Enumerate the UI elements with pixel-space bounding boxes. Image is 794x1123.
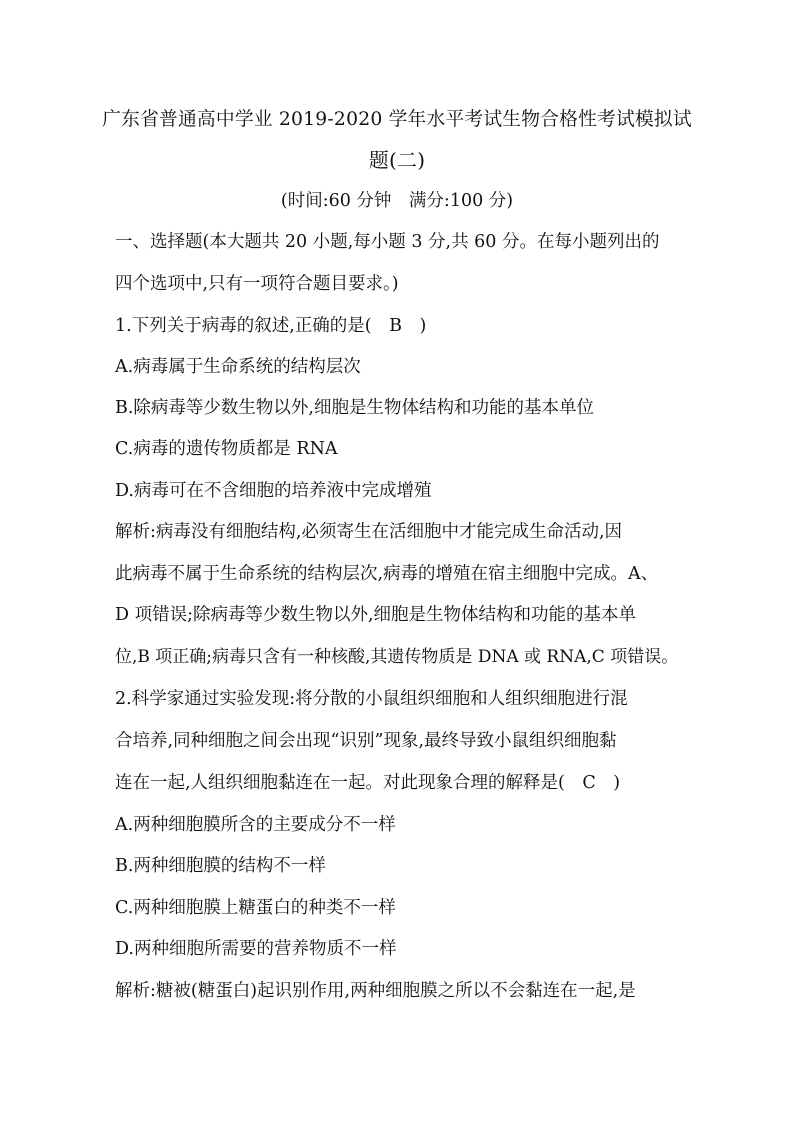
section-instructions-line-1: 一、选择题(本大题共 20 小题,每小题 3 分,共 60 分。在每小题列出的	[115, 232, 660, 252]
q1-option-d: D.病毒可在不含细胞的培养液中完成增殖	[115, 481, 432, 501]
q1-stem: 1.下列关于病毒的叙述,正确的是( B )	[115, 316, 427, 336]
q1-analysis-line-3: D 项错误;除病毒等少数生物以外,细胞是生物体结构和功能的基本单	[115, 605, 637, 625]
q1-option-a: A.病毒属于生命系统的结构层次	[115, 357, 361, 377]
q1-option-b: B.除病毒等少数生物以外,细胞是生物体结构和功能的基本单位	[115, 398, 594, 418]
q2-option-b: B.两种细胞膜的结构不一样	[115, 856, 326, 876]
exam-meta: (时间:60 分钟 满分:100 分)	[280, 191, 514, 211]
q2-option-d: D.两种细胞所需要的营养物质不一样	[115, 939, 397, 959]
q1-analysis-line-1: 解析:病毒没有细胞结构,必须寄生在活细胞中才能完成生命活动,因	[115, 522, 623, 542]
doc-title-line-1: 广东省普通高中学业 2019-2020 学年水平考试生物合格性考试模拟试	[102, 109, 692, 130]
q2-analysis-line-1: 解析:糖被(糖蛋白)起识别作用,两种细胞膜之所以不会黏连在一起,是	[115, 981, 636, 1001]
doc-title-line-2: 题(二)	[368, 148, 426, 172]
q2-option-c: C.两种细胞膜上糖蛋白的种类不一样	[115, 898, 396, 918]
q2-stem-line-2: 合培养,同种细胞之间会出现“识别”现象,最终导致小鼠组织细胞黏	[115, 731, 617, 751]
q1-analysis-line-2: 此病毒不属于生命系统的结构层次,病毒的增殖在宿主细胞中完成。A、	[115, 564, 659, 584]
q1-analysis-line-4: 位,B 项正确;病毒只含有一种核酸,其遗传物质是 DNA 或 RNA,C 项错误。	[115, 647, 679, 667]
q2-option-a: A.两种细胞膜所含的主要成分不一样	[115, 815, 396, 835]
q2-stem-line-3: 连在一起,人组织细胞黏连在一起。对此现象合理的解释是( C )	[115, 773, 621, 793]
q2-stem-line-1: 2.科学家通过实验发现:将分散的小鼠组织细胞和人组织细胞进行混	[115, 689, 628, 709]
q1-option-c: C.病毒的遗传物质都是 RNA	[115, 439, 338, 459]
section-instructions-line-2: 四个选项中,只有一项符合题目要求。)	[115, 274, 399, 294]
